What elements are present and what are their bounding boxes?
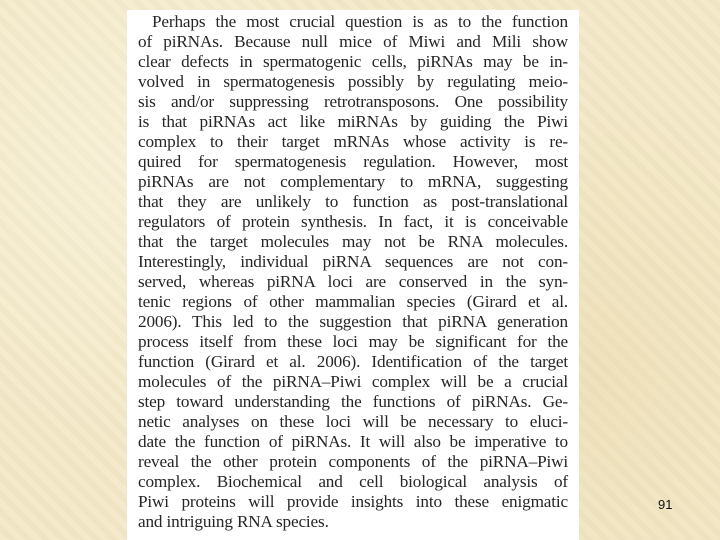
text-line: sis and/or suppressing retrotransposons. One possibility xyxy=(138,92,568,111)
text-line: that they are unlikely to function as post-translational xyxy=(138,192,568,211)
text-line: molecules of the piRNA–Piwi complex will be a crucial xyxy=(138,372,568,391)
text-line: piRNAs are not complementary to mRNA, suggesting xyxy=(138,172,568,191)
text-line: of piRNAs. Because null mice of Miwi and Mili show xyxy=(138,32,568,51)
text-line: served, whereas piRNA loci are conserved in the syn- xyxy=(138,272,568,291)
text-line: date the function of piRNAs. It will also be imperative to xyxy=(138,432,568,451)
slide-number: 91 xyxy=(658,497,673,512)
text-line: netic analyses on these loci will be necessary to eluci- xyxy=(138,412,568,431)
text-line: complex to their target mRNAs whose activity is re- xyxy=(138,132,568,151)
text-line: Perhaps the most crucial question is as to the function xyxy=(152,12,568,31)
text-line: function (Girard et al. 2006). Identification of the target xyxy=(138,352,568,371)
text-line: complex. Biochemical and cell biological analysis of xyxy=(138,472,568,491)
text-line: is that piRNAs act like miRNAs by guiding the Piwi xyxy=(138,112,568,131)
text-line: Interestingly, individual piRNA sequences are not con- xyxy=(138,252,568,271)
text-line: 2006). This led to the suggestion that piRNA generation xyxy=(138,312,568,331)
text-line: volved in spermatogenesis possibly by regulating meio- xyxy=(138,72,568,91)
text-line: that the target molecules may not be RNA molecules. xyxy=(138,232,568,251)
text-line: regulators of protein synthesis. In fact, it is conceivable xyxy=(138,212,568,231)
text-line: Piwi proteins will provide insights into these enigmatic xyxy=(138,492,568,511)
body-paragraph xyxy=(138,12,568,532)
text-line: process itself from these loci may be significant for the xyxy=(138,332,568,351)
text-line: reveal the other protein components of the piRNA–Piwi xyxy=(138,452,568,471)
text-line: tenic regions of other mammalian species (Girard et al. xyxy=(138,292,568,311)
document-page xyxy=(127,10,579,540)
text-line: step toward understanding the functions of piRNAs. Ge- xyxy=(138,392,568,411)
text-line: quired for spermatogenesis regulation. However, most xyxy=(138,152,568,171)
text-line: clear defects in spermatogenic cells, piRNAs may be in- xyxy=(138,52,568,71)
text-line: and intriguing RNA species. xyxy=(138,512,329,531)
